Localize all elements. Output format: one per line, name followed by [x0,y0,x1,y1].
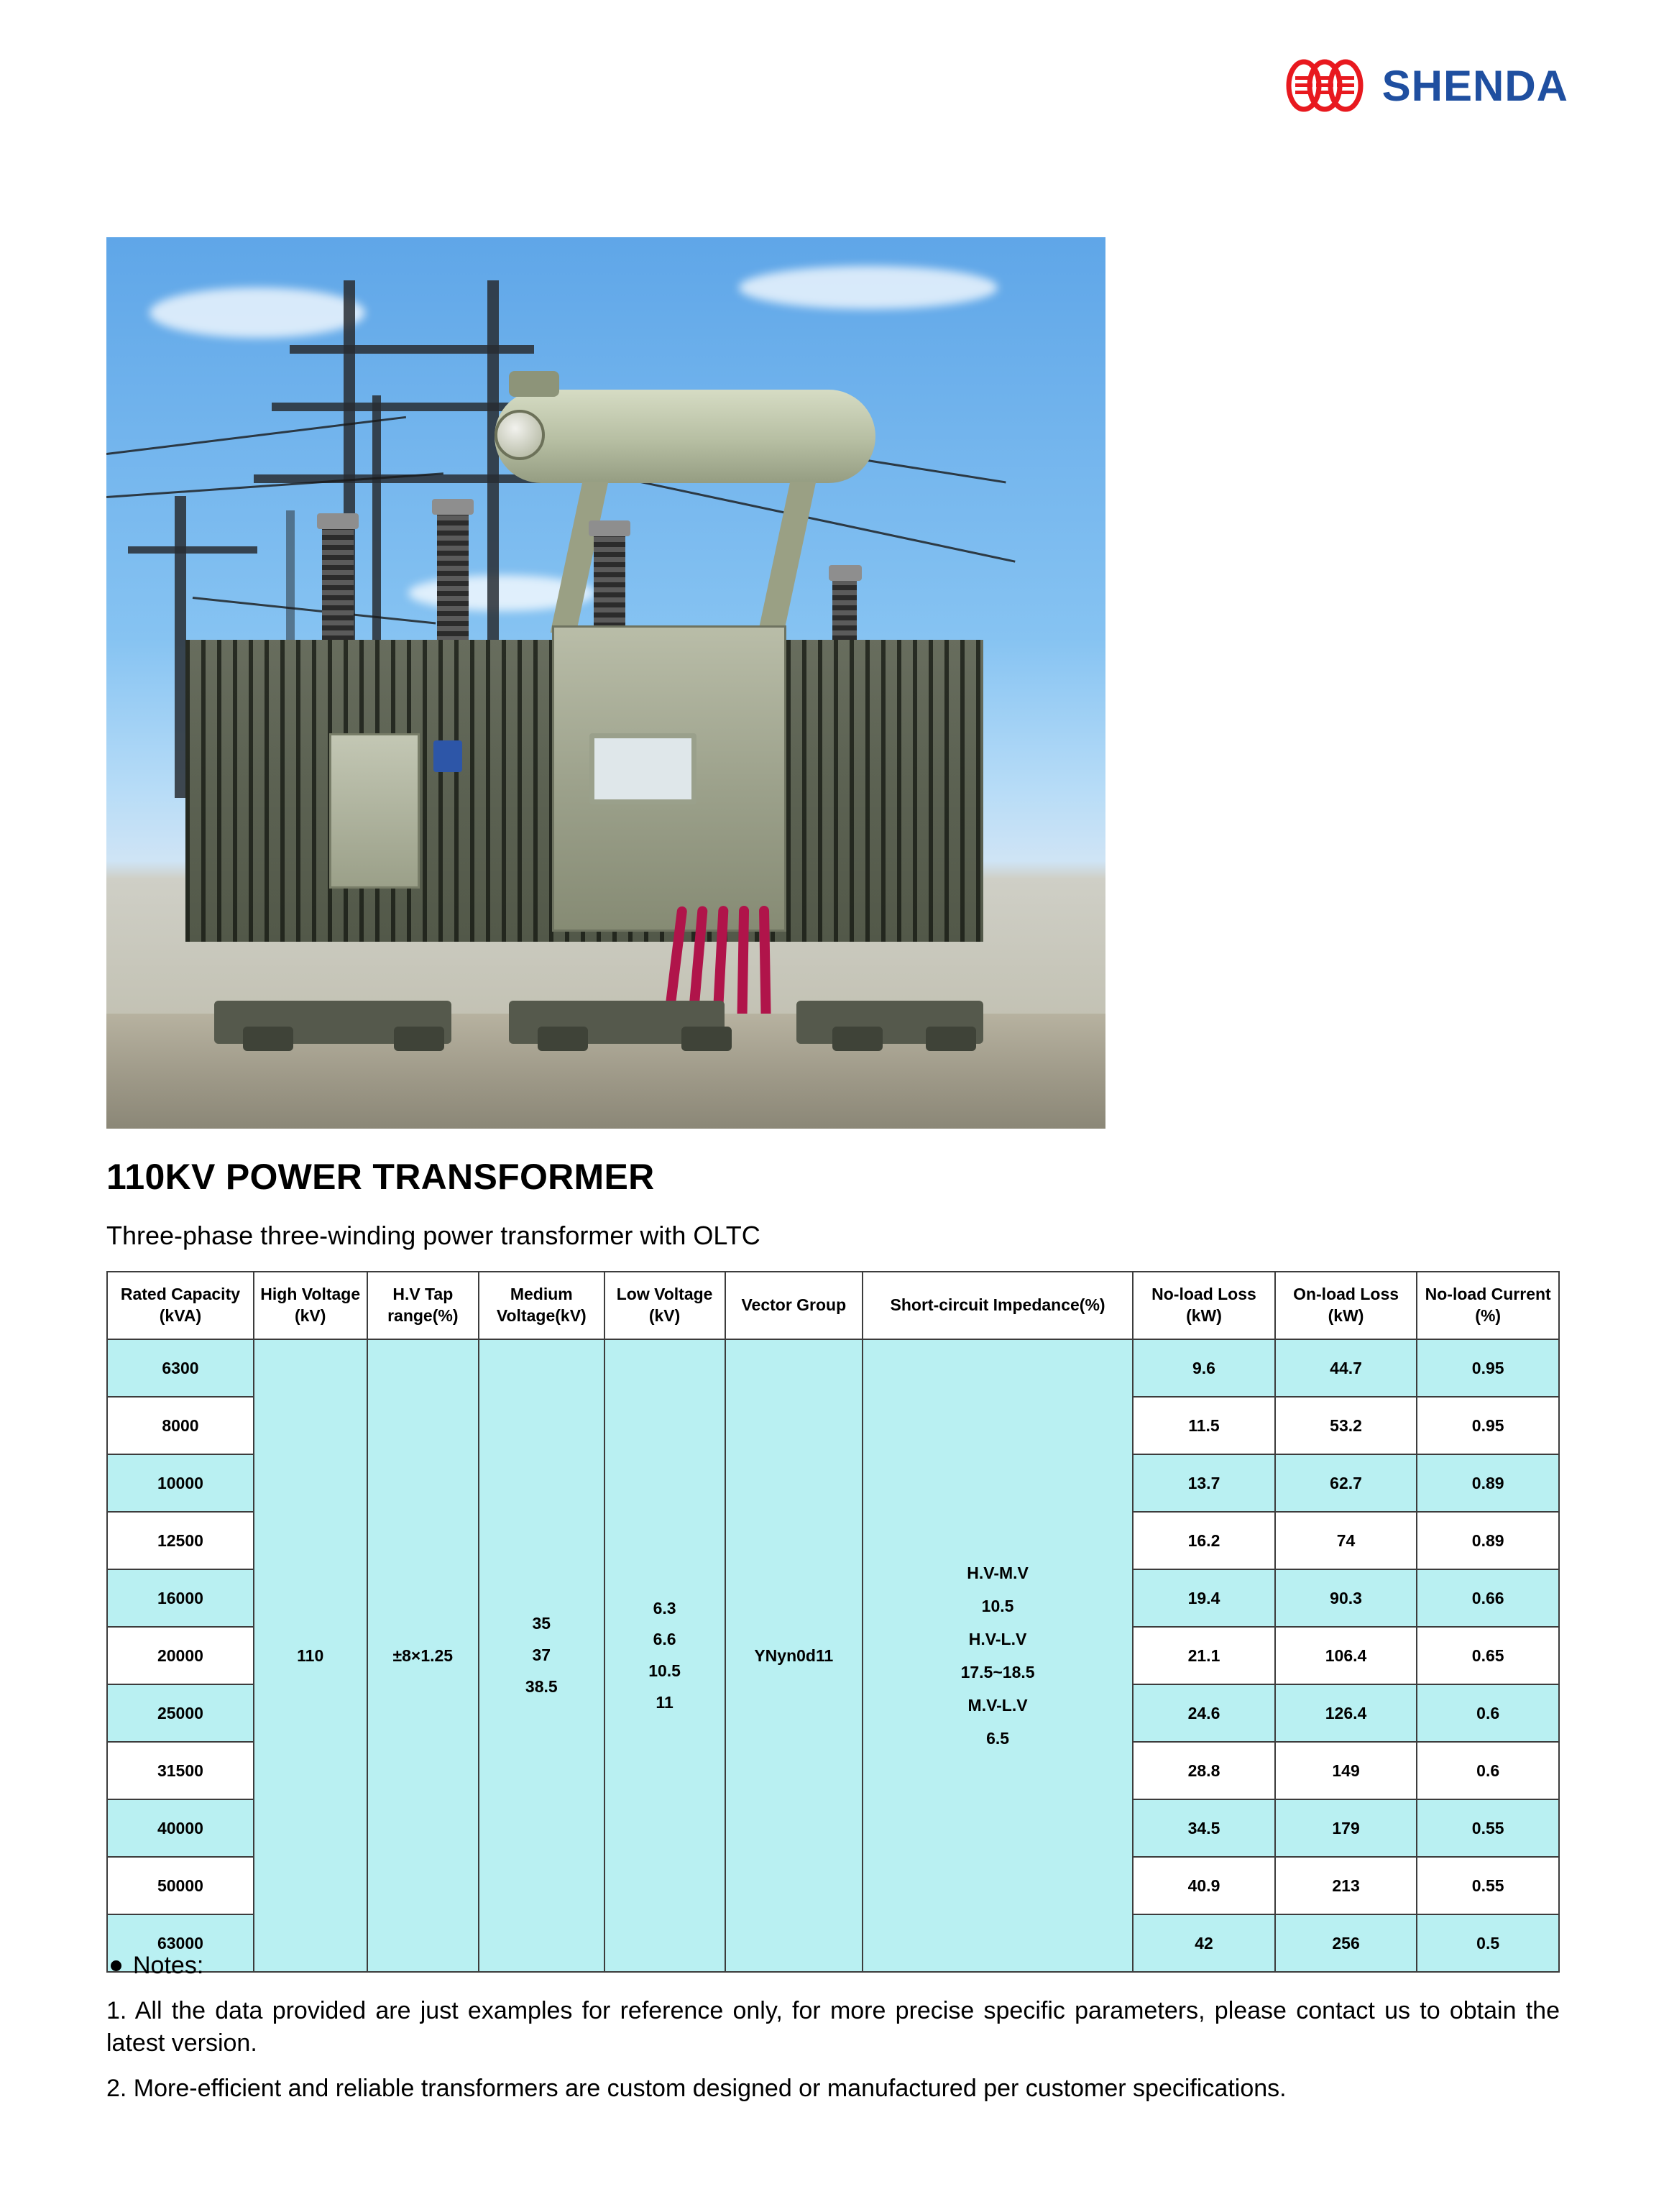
cell-on-load-loss: 74 [1275,1512,1417,1569]
medium-voltage-value-1: 35 [532,1614,551,1633]
col-header-high-voltage [254,1272,367,1339]
impedance-hv-lv-label: H.V-L.V [968,1630,1027,1648]
low-voltage-value-4: 11 [656,1692,673,1712]
triple-ring-logo-icon [1284,58,1366,114]
cell-no-load-current: 0.89 [1417,1454,1559,1512]
cell-no-load-current: 0.55 [1417,1799,1559,1857]
cell-rated-capacity: 31500 [107,1742,254,1799]
brand-name: SHENDA [1381,61,1568,110]
cell-no-load-loss: 42 [1133,1914,1275,1972]
col-header-line1: No-load Current [1425,1285,1551,1304]
col-header-line1: H.V Tap [392,1285,454,1304]
cell-on-load-loss: 62.7 [1275,1454,1417,1512]
cell-short-circuit-impedance [863,1339,1133,1972]
col-header-line2: (kV) [294,1306,326,1325]
notes-heading-label: Notes: [133,1952,204,1979]
impedance-hv-mv-value: 10.5 [981,1597,1014,1615]
bullet-icon [111,1960,121,1971]
col-header-no-load-loss [1133,1272,1275,1339]
cell-rated-capacity: 25000 [107,1684,254,1742]
col-header-on-load-loss [1275,1272,1417,1339]
col-header-short-circuit-impedance: Short-circuit Impedance(%) [863,1272,1133,1339]
low-voltage-value-2: 6.6 [653,1630,676,1649]
cell-no-load-current: 0.6 [1417,1684,1559,1742]
page-subtitle: Three-phase three-winding power transformer with OLTC [106,1221,760,1250]
col-header-medium-voltage [479,1272,604,1339]
note-item-1: 1. All the data provided are just examples for reference only, for more precise specific parameters, please contact us to obtain the latest version. [106,1996,1560,2057]
impedance-hv-lv-value: 17.5~18.5 [960,1663,1035,1681]
cell-on-load-loss: 106.4 [1275,1627,1417,1684]
cell-no-load-current: 0.66 [1417,1569,1559,1627]
low-voltage-value-3: 10.5 [648,1661,681,1680]
col-header-low-voltage [604,1272,725,1339]
cell-rated-capacity: 63000 [107,1914,254,1972]
col-header-line2: (kV) [648,1306,681,1325]
medium-voltage-value-3: 38.5 [525,1676,558,1696]
impedance-mv-lv-value: 6.5 [986,1729,1010,1748]
cell-on-load-loss: 149 [1275,1742,1417,1799]
col-header-line1: Low Voltage [616,1285,713,1304]
cell-no-load-current: 0.5 [1417,1914,1559,1972]
table-row [107,1339,1559,1397]
cell-rated-capacity: 10000 [107,1454,254,1512]
col-header-line1: High Voltage [260,1285,361,1304]
col-header-no-load-current [1417,1272,1559,1339]
cell-on-load-loss: 53.2 [1275,1397,1417,1454]
col-header-vector-group: Vector Group [725,1272,863,1339]
cell-no-load-loss: 21.1 [1133,1627,1275,1684]
cell-hv-tap-range: ±8×1.25 [367,1339,479,1972]
low-voltage-value-1: 6.3 [653,1598,676,1617]
cell-rated-capacity: 8000 [107,1397,254,1454]
brand-header [1284,58,1568,114]
col-header-line2: Voltage(kV) [496,1306,587,1325]
cell-on-load-loss: 126.4 [1275,1684,1417,1742]
cell-low-voltage [604,1339,725,1972]
impedance-hv-mv-label: H.V-M.V [967,1564,1029,1582]
cell-rated-capacity: 6300 [107,1339,254,1397]
col-header-line1: Medium [510,1285,573,1304]
table-header-row [107,1272,1559,1339]
cell-on-load-loss: 90.3 [1275,1569,1417,1627]
col-header-line1: Rated Capacity [120,1285,241,1304]
col-header-line2: (%) [1475,1306,1502,1325]
specification-table [106,1271,1560,1973]
cell-rated-capacity: 12500 [107,1512,254,1569]
product-photo [106,237,1105,1129]
notes-section [106,1950,1560,2105]
cell-no-load-loss: 9.6 [1133,1339,1275,1397]
cell-no-load-loss: 28.8 [1133,1742,1275,1799]
cell-rated-capacity: 50000 [107,1857,254,1914]
col-header-hv-tap-range [367,1272,479,1339]
notes-heading [111,1950,1560,1982]
impedance-mv-lv-label: M.V-L.V [967,1696,1028,1715]
col-header-line1: On-load Loss [1293,1285,1399,1304]
cell-no-load-loss: 34.5 [1133,1799,1275,1857]
cell-no-load-loss: 40.9 [1133,1857,1275,1914]
cell-rated-capacity: 20000 [107,1627,254,1684]
cell-no-load-loss: 24.6 [1133,1684,1275,1742]
cell-on-load-loss: 179 [1275,1799,1417,1857]
cell-no-load-current: 0.95 [1417,1397,1559,1454]
cell-on-load-loss: 44.7 [1275,1339,1417,1397]
cell-no-load-loss: 16.2 [1133,1512,1275,1569]
cell-no-load-loss: 11.5 [1133,1397,1275,1454]
cell-on-load-loss: 213 [1275,1857,1417,1914]
cell-no-load-current: 0.6 [1417,1742,1559,1799]
page-title: 110KV POWER TRANSFORMER [106,1157,655,1197]
cell-no-load-current: 0.55 [1417,1857,1559,1914]
cell-vector-group: YNyn0d11 [725,1339,863,1972]
cell-high-voltage: 110 [254,1339,367,1972]
cell-on-load-loss: 256 [1275,1914,1417,1972]
col-header-line1: No-load Loss [1151,1285,1256,1304]
col-header-rated-capacity [107,1272,254,1339]
cell-no-load-current: 0.95 [1417,1339,1559,1397]
col-header-line2: (kVA) [159,1306,202,1325]
cell-rated-capacity: 16000 [107,1569,254,1627]
medium-voltage-value-2: 37 [532,1646,551,1665]
col-header-line2: range(%) [387,1306,459,1325]
cell-no-load-current: 0.89 [1417,1512,1559,1569]
cell-rated-capacity: 40000 [107,1799,254,1857]
cell-no-load-loss: 19.4 [1133,1569,1275,1627]
cell-no-load-current: 0.65 [1417,1627,1559,1684]
cell-medium-voltage [479,1339,604,1972]
col-header-line2: (kW) [1186,1306,1222,1325]
col-header-line2: (kW) [1328,1306,1364,1325]
cell-no-load-loss: 13.7 [1133,1454,1275,1512]
note-item-2: 2. More-efficient and reliable transformers are custom designed or manufactured per customer specifications. [106,2074,1287,2102]
